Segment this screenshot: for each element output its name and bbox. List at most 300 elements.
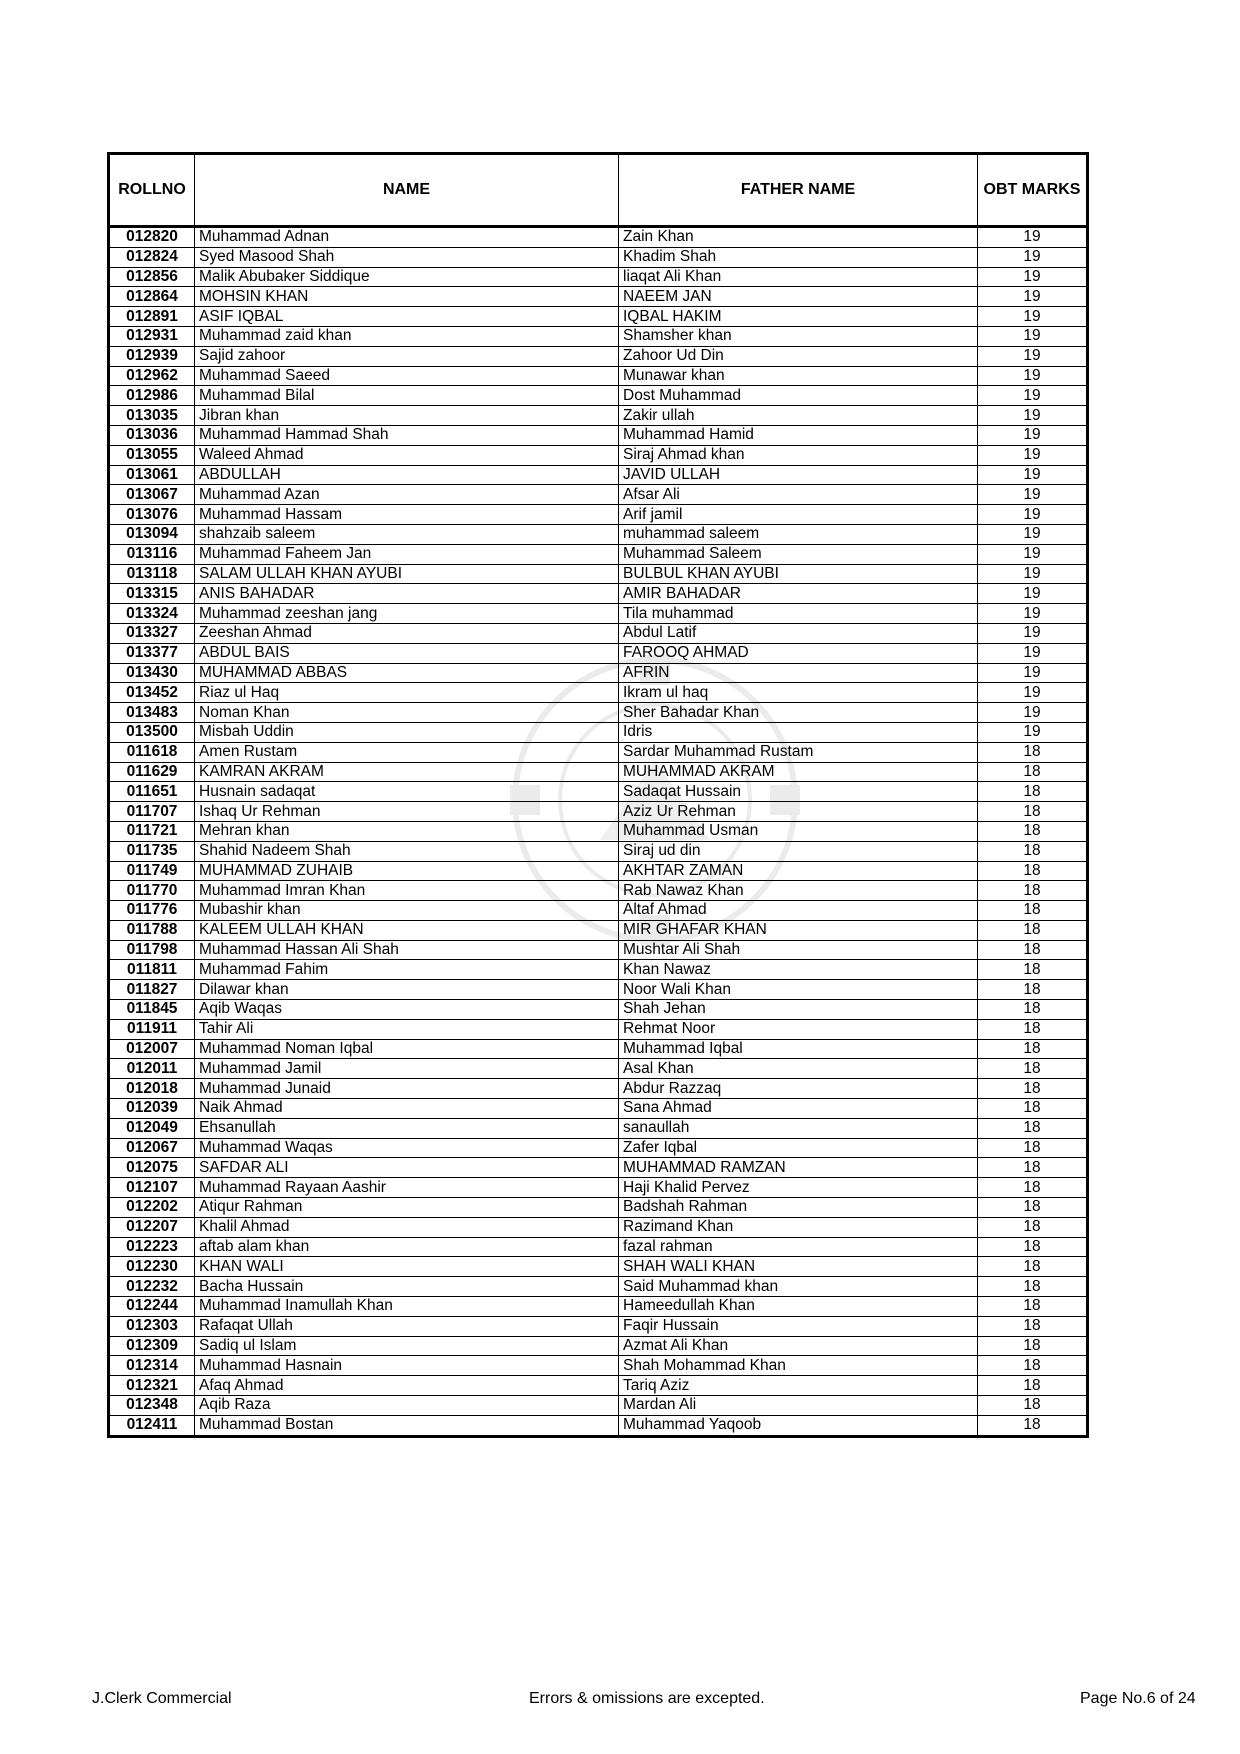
marks-cell: 18 <box>978 1257 1088 1277</box>
table-row <box>109 1277 1088 1297</box>
father-name-cell: Shah Mohammad Khan <box>619 1356 978 1376</box>
father-name-cell: Abdur Razzaq <box>619 1079 978 1099</box>
father-name-cell: sanaullah <box>619 1118 978 1138</box>
table-row <box>109 544 1088 564</box>
father-name-cell: Zain Khan <box>619 227 978 248</box>
table-row <box>109 267 1088 287</box>
father-name-cell: Tariq Aziz <box>619 1376 978 1396</box>
father-name-cell: Shah Jehan <box>619 1000 978 1020</box>
marks-cell: 18 <box>978 1019 1088 1039</box>
name-cell: Muhammad Hammad Shah <box>195 425 619 445</box>
results-table <box>107 152 1089 1438</box>
rollno-cell: 013483 <box>109 703 195 723</box>
table-row <box>109 1376 1088 1396</box>
table-row <box>109 980 1088 1000</box>
table-row <box>109 445 1088 465</box>
table-row <box>109 1039 1088 1059</box>
name-cell: Aqib Raza <box>195 1396 619 1416</box>
father-name-cell: Abdul Latif <box>619 623 978 643</box>
name-cell: Muhammad Fahim <box>195 960 619 980</box>
rollno-cell: 012962 <box>109 366 195 386</box>
table-row <box>109 940 1088 960</box>
table-row <box>109 247 1088 267</box>
father-name-cell: FAROOQ AHMAD <box>619 643 978 663</box>
table-row <box>109 762 1088 782</box>
marks-cell: 18 <box>978 1039 1088 1059</box>
table-row <box>109 346 1088 366</box>
name-cell: Aqib Waqas <box>195 1000 619 1020</box>
name-cell: KALEEM ULLAH KHAN <box>195 920 619 940</box>
marks-cell: 18 <box>978 1356 1088 1376</box>
marks-cell: 18 <box>978 881 1088 901</box>
marks-cell: 19 <box>978 505 1088 525</box>
rollno-cell: 012303 <box>109 1316 195 1336</box>
father-name-cell: Rab Nawaz Khan <box>619 881 978 901</box>
rollno-cell: 012049 <box>109 1118 195 1138</box>
table-row <box>109 1138 1088 1158</box>
name-cell: ASIF IQBAL <box>195 307 619 327</box>
rollno-cell: 011707 <box>109 802 195 822</box>
name-cell: aftab alam khan <box>195 1237 619 1257</box>
table-row <box>109 604 1088 624</box>
father-name-cell: fazal rahman <box>619 1237 978 1257</box>
marks-cell: 19 <box>978 346 1088 366</box>
father-name-cell: Sadaqat Hussain <box>619 782 978 802</box>
table-row <box>109 1118 1088 1138</box>
rollno-cell: 012309 <box>109 1336 195 1356</box>
table-row <box>109 901 1088 921</box>
father-name-cell: Rehmat Noor <box>619 1019 978 1039</box>
obt-marks-header: OBT MARKS <box>978 154 1088 227</box>
rollno-cell: 011618 <box>109 742 195 762</box>
rollno-cell: 011911 <box>109 1019 195 1039</box>
rollno-cell: 012202 <box>109 1198 195 1218</box>
rollno-cell: 013035 <box>109 406 195 426</box>
name-cell: Syed Masood Shah <box>195 247 619 267</box>
name-cell: Malik Abubaker Siddique <box>195 267 619 287</box>
rollno-cell: 012067 <box>109 1138 195 1158</box>
marks-cell: 19 <box>978 366 1088 386</box>
name-cell: Muhammad Azan <box>195 485 619 505</box>
marks-cell: 18 <box>978 742 1088 762</box>
father-name-cell: Muhammad Yaqoob <box>619 1415 978 1436</box>
name-cell: ABDULLAH <box>195 465 619 485</box>
name-cell: Shahid Nadeem Shah <box>195 841 619 861</box>
rollno-cell: 013094 <box>109 524 195 544</box>
father-name-cell: muhammad saleem <box>619 524 978 544</box>
father-name-cell: Muhammad Saleem <box>619 544 978 564</box>
father-name-cell: Sher Bahadar Khan <box>619 703 978 723</box>
marks-cell: 19 <box>978 663 1088 683</box>
father-name-cell: MIR GHAFAR KHAN <box>619 920 978 940</box>
marks-cell: 18 <box>978 1079 1088 1099</box>
table-row <box>109 425 1088 445</box>
father-name-cell: Ikram ul haq <box>619 683 978 703</box>
marks-cell: 18 <box>978 802 1088 822</box>
table-row <box>109 1198 1088 1218</box>
father-name-cell: SHAH WALI KHAN <box>619 1257 978 1277</box>
marks-cell: 18 <box>978 861 1088 881</box>
father-name-cell: Shamsher khan <box>619 326 978 346</box>
name-cell: Muhammad Rayaan Aashir <box>195 1178 619 1198</box>
marks-cell: 18 <box>978 1138 1088 1158</box>
marks-cell: 18 <box>978 1059 1088 1079</box>
marks-cell: 19 <box>978 485 1088 505</box>
marks-cell: 19 <box>978 703 1088 723</box>
rollno-cell: 012207 <box>109 1217 195 1237</box>
rollno-cell: 012856 <box>109 267 195 287</box>
table-row <box>109 1297 1088 1317</box>
father-name-header: FATHER NAME <box>619 154 978 227</box>
father-name-cell: Zakir ullah <box>619 406 978 426</box>
table-row <box>109 663 1088 683</box>
table-row <box>109 465 1088 485</box>
father-name-cell: AMIR BAHADAR <box>619 584 978 604</box>
name-cell: Naik Ahmad <box>195 1099 619 1119</box>
table-row <box>109 722 1088 742</box>
table-row <box>109 742 1088 762</box>
father-name-cell: Azmat Ali Khan <box>619 1336 978 1356</box>
marks-cell: 19 <box>978 524 1088 544</box>
name-cell: Sajid zahoor <box>195 346 619 366</box>
footer-page-number: Page No.6 of 24 <box>1080 1690 1196 1707</box>
rollno-cell: 012411 <box>109 1415 195 1436</box>
marks-cell: 18 <box>978 920 1088 940</box>
father-name-cell: MUHAMMAD AKRAM <box>619 762 978 782</box>
name-cell: Rafaqat Ullah <box>195 1316 619 1336</box>
rollno-cell: 012107 <box>109 1178 195 1198</box>
rollno-cell: 012018 <box>109 1079 195 1099</box>
father-name-cell: Sana Ahmad <box>619 1099 978 1119</box>
name-cell: Muhammad Bostan <box>195 1415 619 1436</box>
table-row <box>109 861 1088 881</box>
name-cell: Muhammad Waqas <box>195 1138 619 1158</box>
marks-cell: 19 <box>978 445 1088 465</box>
rollno-cell: 012314 <box>109 1356 195 1376</box>
rollno-cell: 012011 <box>109 1059 195 1079</box>
name-cell: ANIS BAHADAR <box>195 584 619 604</box>
table-row <box>109 326 1088 346</box>
marks-cell: 19 <box>978 584 1088 604</box>
table-row <box>109 1356 1088 1376</box>
father-name-cell: JAVID ULLAH <box>619 465 978 485</box>
table-row <box>109 564 1088 584</box>
rollno-cell: 013061 <box>109 465 195 485</box>
table-row <box>109 802 1088 822</box>
name-cell: Ishaq Ur Rehman <box>195 802 619 822</box>
name-cell: Muhammad Bilal <box>195 386 619 406</box>
father-name-cell: MUHAMMAD RAMZAN <box>619 1158 978 1178</box>
name-cell: Muhammad Hassan Ali Shah <box>195 940 619 960</box>
table-row <box>109 287 1088 307</box>
father-name-cell: Munawar khan <box>619 366 978 386</box>
marks-cell: 18 <box>978 1000 1088 1020</box>
marks-cell: 18 <box>978 901 1088 921</box>
rollno-cell: 013118 <box>109 564 195 584</box>
father-name-cell: Asal Khan <box>619 1059 978 1079</box>
rollno-cell: 013315 <box>109 584 195 604</box>
marks-cell: 18 <box>978 1099 1088 1119</box>
rollno-cell: 012039 <box>109 1099 195 1119</box>
footer-left: J.Clerk Commercial <box>92 1690 232 1707</box>
rollno-cell: 012931 <box>109 326 195 346</box>
rollno-cell: 011629 <box>109 762 195 782</box>
name-cell: Muhammad Saeed <box>195 366 619 386</box>
rollno-cell: 012820 <box>109 227 195 248</box>
rollno-cell: 011798 <box>109 940 195 960</box>
marks-cell: 18 <box>978 1158 1088 1178</box>
father-name-cell: Idris <box>619 722 978 742</box>
table-row <box>109 1237 1088 1257</box>
rollno-cell: 011845 <box>109 1000 195 1020</box>
name-cell: Husnain sadaqat <box>195 782 619 802</box>
name-cell: Noman Khan <box>195 703 619 723</box>
table-row <box>109 920 1088 940</box>
marks-cell: 19 <box>978 425 1088 445</box>
table-row <box>109 1099 1088 1119</box>
table-row <box>109 485 1088 505</box>
table-row <box>109 1217 1088 1237</box>
rollno-cell: 012321 <box>109 1376 195 1396</box>
marks-cell: 19 <box>978 722 1088 742</box>
father-name-cell: Sardar Muhammad Rustam <box>619 742 978 762</box>
marks-cell: 19 <box>978 623 1088 643</box>
rollno-cell: 012986 <box>109 386 195 406</box>
table-row <box>109 960 1088 980</box>
name-cell: Ehsanullah <box>195 1118 619 1138</box>
name-cell: KHAN WALI <box>195 1257 619 1277</box>
name-cell: KAMRAN AKRAM <box>195 762 619 782</box>
name-cell: Bacha Hussain <box>195 1277 619 1297</box>
table-row <box>109 1158 1088 1178</box>
marks-cell: 19 <box>978 465 1088 485</box>
father-name-cell: Khadim Shah <box>619 247 978 267</box>
table-row <box>109 1178 1088 1198</box>
father-name-cell: Siraj Ahmad khan <box>619 445 978 465</box>
name-cell: Mehran khan <box>195 821 619 841</box>
marks-cell: 19 <box>978 287 1088 307</box>
table-row <box>109 1019 1088 1039</box>
table-row <box>109 227 1088 248</box>
rollno-cell: 011827 <box>109 980 195 1000</box>
rollno-cell: 013116 <box>109 544 195 564</box>
rollno-cell: 011721 <box>109 821 195 841</box>
table-row <box>109 1079 1088 1099</box>
name-cell: Afaq Ahmad <box>195 1376 619 1396</box>
rollno-cell: 013430 <box>109 663 195 683</box>
table-body <box>109 227 1088 1437</box>
rollno-cell: 013055 <box>109 445 195 465</box>
rollno-cell: 012864 <box>109 287 195 307</box>
marks-cell: 19 <box>978 326 1088 346</box>
name-cell: MUHAMMAD ZUHAIB <box>195 861 619 881</box>
name-cell: Muhammad zaid khan <box>195 326 619 346</box>
marks-cell: 19 <box>978 564 1088 584</box>
name-cell: Muhammad Junaid <box>195 1079 619 1099</box>
marks-cell: 18 <box>978 762 1088 782</box>
marks-cell: 19 <box>978 604 1088 624</box>
rollno-cell: 012223 <box>109 1237 195 1257</box>
father-name-cell: Razimand Khan <box>619 1217 978 1237</box>
marks-cell: 18 <box>978 1118 1088 1138</box>
name-cell: SALAM ULLAH KHAN AYUBI <box>195 564 619 584</box>
father-name-cell: Muhammad Usman <box>619 821 978 841</box>
marks-cell: 18 <box>978 1297 1088 1317</box>
father-name-cell: Tila muhammad <box>619 604 978 624</box>
table-row <box>109 623 1088 643</box>
father-name-cell: Siraj ud din <box>619 841 978 861</box>
rollno-cell: 012939 <box>109 346 195 366</box>
father-name-cell: Mushtar Ali Shah <box>619 940 978 960</box>
marks-cell: 19 <box>978 267 1088 287</box>
marks-cell: 18 <box>978 1376 1088 1396</box>
rollno-cell: 013377 <box>109 643 195 663</box>
table-row <box>109 683 1088 703</box>
father-name-cell: Mardan Ali <box>619 1396 978 1416</box>
name-cell: shahzaib saleem <box>195 524 619 544</box>
rollno-cell: 011811 <box>109 960 195 980</box>
name-cell: Dilawar khan <box>195 980 619 1000</box>
marks-cell: 18 <box>978 1336 1088 1356</box>
marks-cell: 19 <box>978 386 1088 406</box>
table-row <box>109 1000 1088 1020</box>
name-cell: Khalil Ahmad <box>195 1217 619 1237</box>
father-name-cell: Haji Khalid Pervez <box>619 1178 978 1198</box>
table-row <box>109 881 1088 901</box>
rollno-cell: 012824 <box>109 247 195 267</box>
marks-cell: 18 <box>978 980 1088 1000</box>
table-row <box>109 841 1088 861</box>
marks-cell: 18 <box>978 1178 1088 1198</box>
name-cell: Muhammad Jamil <box>195 1059 619 1079</box>
rollno-cell: 011776 <box>109 901 195 921</box>
table-row <box>109 1059 1088 1079</box>
rollno-cell: 012075 <box>109 1158 195 1178</box>
name-cell: Zeeshan Ahmad <box>195 623 619 643</box>
name-cell: Riaz ul Haq <box>195 683 619 703</box>
marks-cell: 18 <box>978 1237 1088 1257</box>
name-cell: Mubashir khan <box>195 901 619 921</box>
marks-cell: 18 <box>978 940 1088 960</box>
father-name-cell: Badshah Rahman <box>619 1198 978 1218</box>
father-name-cell: Zafer Iqbal <box>619 1138 978 1158</box>
rollno-cell: 013500 <box>109 722 195 742</box>
marks-cell: 19 <box>978 683 1088 703</box>
footer-center: Errors & omissions are excepted. <box>529 1690 765 1707</box>
father-name-cell: Afsar Ali <box>619 485 978 505</box>
rollno-header: ROLLNO <box>109 154 195 227</box>
table-row <box>109 406 1088 426</box>
rollno-cell: 013327 <box>109 623 195 643</box>
marks-cell: 19 <box>978 544 1088 564</box>
name-cell: Muhammad Hasnain <box>195 1356 619 1376</box>
rollno-cell: 013067 <box>109 485 195 505</box>
marks-cell: 18 <box>978 1198 1088 1218</box>
father-name-cell: AKHTAR ZAMAN <box>619 861 978 881</box>
marks-cell: 19 <box>978 406 1088 426</box>
rollno-cell: 012244 <box>109 1297 195 1317</box>
name-cell: Sadiq ul Islam <box>195 1336 619 1356</box>
name-cell: MOHSIN KHAN <box>195 287 619 307</box>
table-row <box>109 386 1088 406</box>
father-name-cell: Noor Wali Khan <box>619 980 978 1000</box>
table-row <box>109 782 1088 802</box>
marks-cell: 18 <box>978 1396 1088 1416</box>
name-cell: Muhammad zeeshan jang <box>195 604 619 624</box>
table-row <box>109 821 1088 841</box>
table-row <box>109 584 1088 604</box>
rollno-cell: 011788 <box>109 920 195 940</box>
rollno-cell: 012232 <box>109 1277 195 1297</box>
name-cell: Muhammad Hassam <box>195 505 619 525</box>
marks-cell: 18 <box>978 841 1088 861</box>
rollno-cell: 011735 <box>109 841 195 861</box>
table-row <box>109 1257 1088 1277</box>
name-header: NAME <box>195 154 619 227</box>
father-name-cell: Muhammad Iqbal <box>619 1039 978 1059</box>
rollno-cell: 012007 <box>109 1039 195 1059</box>
name-cell: Misbah Uddin <box>195 722 619 742</box>
marks-cell: 18 <box>978 960 1088 980</box>
marks-cell: 19 <box>978 247 1088 267</box>
name-cell: Muhammad Adnan <box>195 227 619 248</box>
marks-cell: 18 <box>978 1415 1088 1436</box>
rollno-cell: 011651 <box>109 782 195 802</box>
marks-cell: 18 <box>978 782 1088 802</box>
father-name-cell: Arif jamil <box>619 505 978 525</box>
marks-cell: 19 <box>978 307 1088 327</box>
name-cell: SAFDAR ALI <box>195 1158 619 1178</box>
table-row <box>109 505 1088 525</box>
father-name-cell: Muhammad Hamid <box>619 425 978 445</box>
marks-cell: 18 <box>978 1316 1088 1336</box>
father-name-cell: Said Muhammad khan <box>619 1277 978 1297</box>
father-name-cell: Zahoor Ud Din <box>619 346 978 366</box>
name-cell: Amen Rustam <box>195 742 619 762</box>
rollno-cell: 011749 <box>109 861 195 881</box>
table-row <box>109 1396 1088 1416</box>
marks-cell: 18 <box>978 821 1088 841</box>
name-cell: Muhammad Faheem Jan <box>195 544 619 564</box>
father-name-cell: BULBUL KHAN AYUBI <box>619 564 978 584</box>
table-row <box>109 524 1088 544</box>
father-name-cell: Altaf Ahmad <box>619 901 978 921</box>
rollno-cell: 013452 <box>109 683 195 703</box>
rollno-cell: 011770 <box>109 881 195 901</box>
father-name-cell: Faqir Hussain <box>619 1316 978 1336</box>
table-row <box>109 1415 1088 1436</box>
marks-cell: 18 <box>978 1217 1088 1237</box>
name-cell: Muhammad Noman Iqbal <box>195 1039 619 1059</box>
rollno-cell: 013036 <box>109 425 195 445</box>
rollno-cell: 012348 <box>109 1396 195 1416</box>
table-row <box>109 307 1088 327</box>
father-name-cell: NAEEM JAN <box>619 287 978 307</box>
father-name-cell: AFRIN <box>619 663 978 683</box>
name-cell: Muhammad Inamullah Khan <box>195 1297 619 1317</box>
name-cell: Atiqur Rahman <box>195 1198 619 1218</box>
name-cell: Waleed Ahmad <box>195 445 619 465</box>
marks-cell: 18 <box>978 1277 1088 1297</box>
table-row <box>109 703 1088 723</box>
father-name-cell: Dost Muhammad <box>619 386 978 406</box>
father-name-cell: Khan Nawaz <box>619 960 978 980</box>
marks-cell: 19 <box>978 227 1088 248</box>
name-cell: Muhammad Imran Khan <box>195 881 619 901</box>
father-name-cell: Hameedullah Khan <box>619 1297 978 1317</box>
table-row <box>109 366 1088 386</box>
table-row <box>109 1316 1088 1336</box>
